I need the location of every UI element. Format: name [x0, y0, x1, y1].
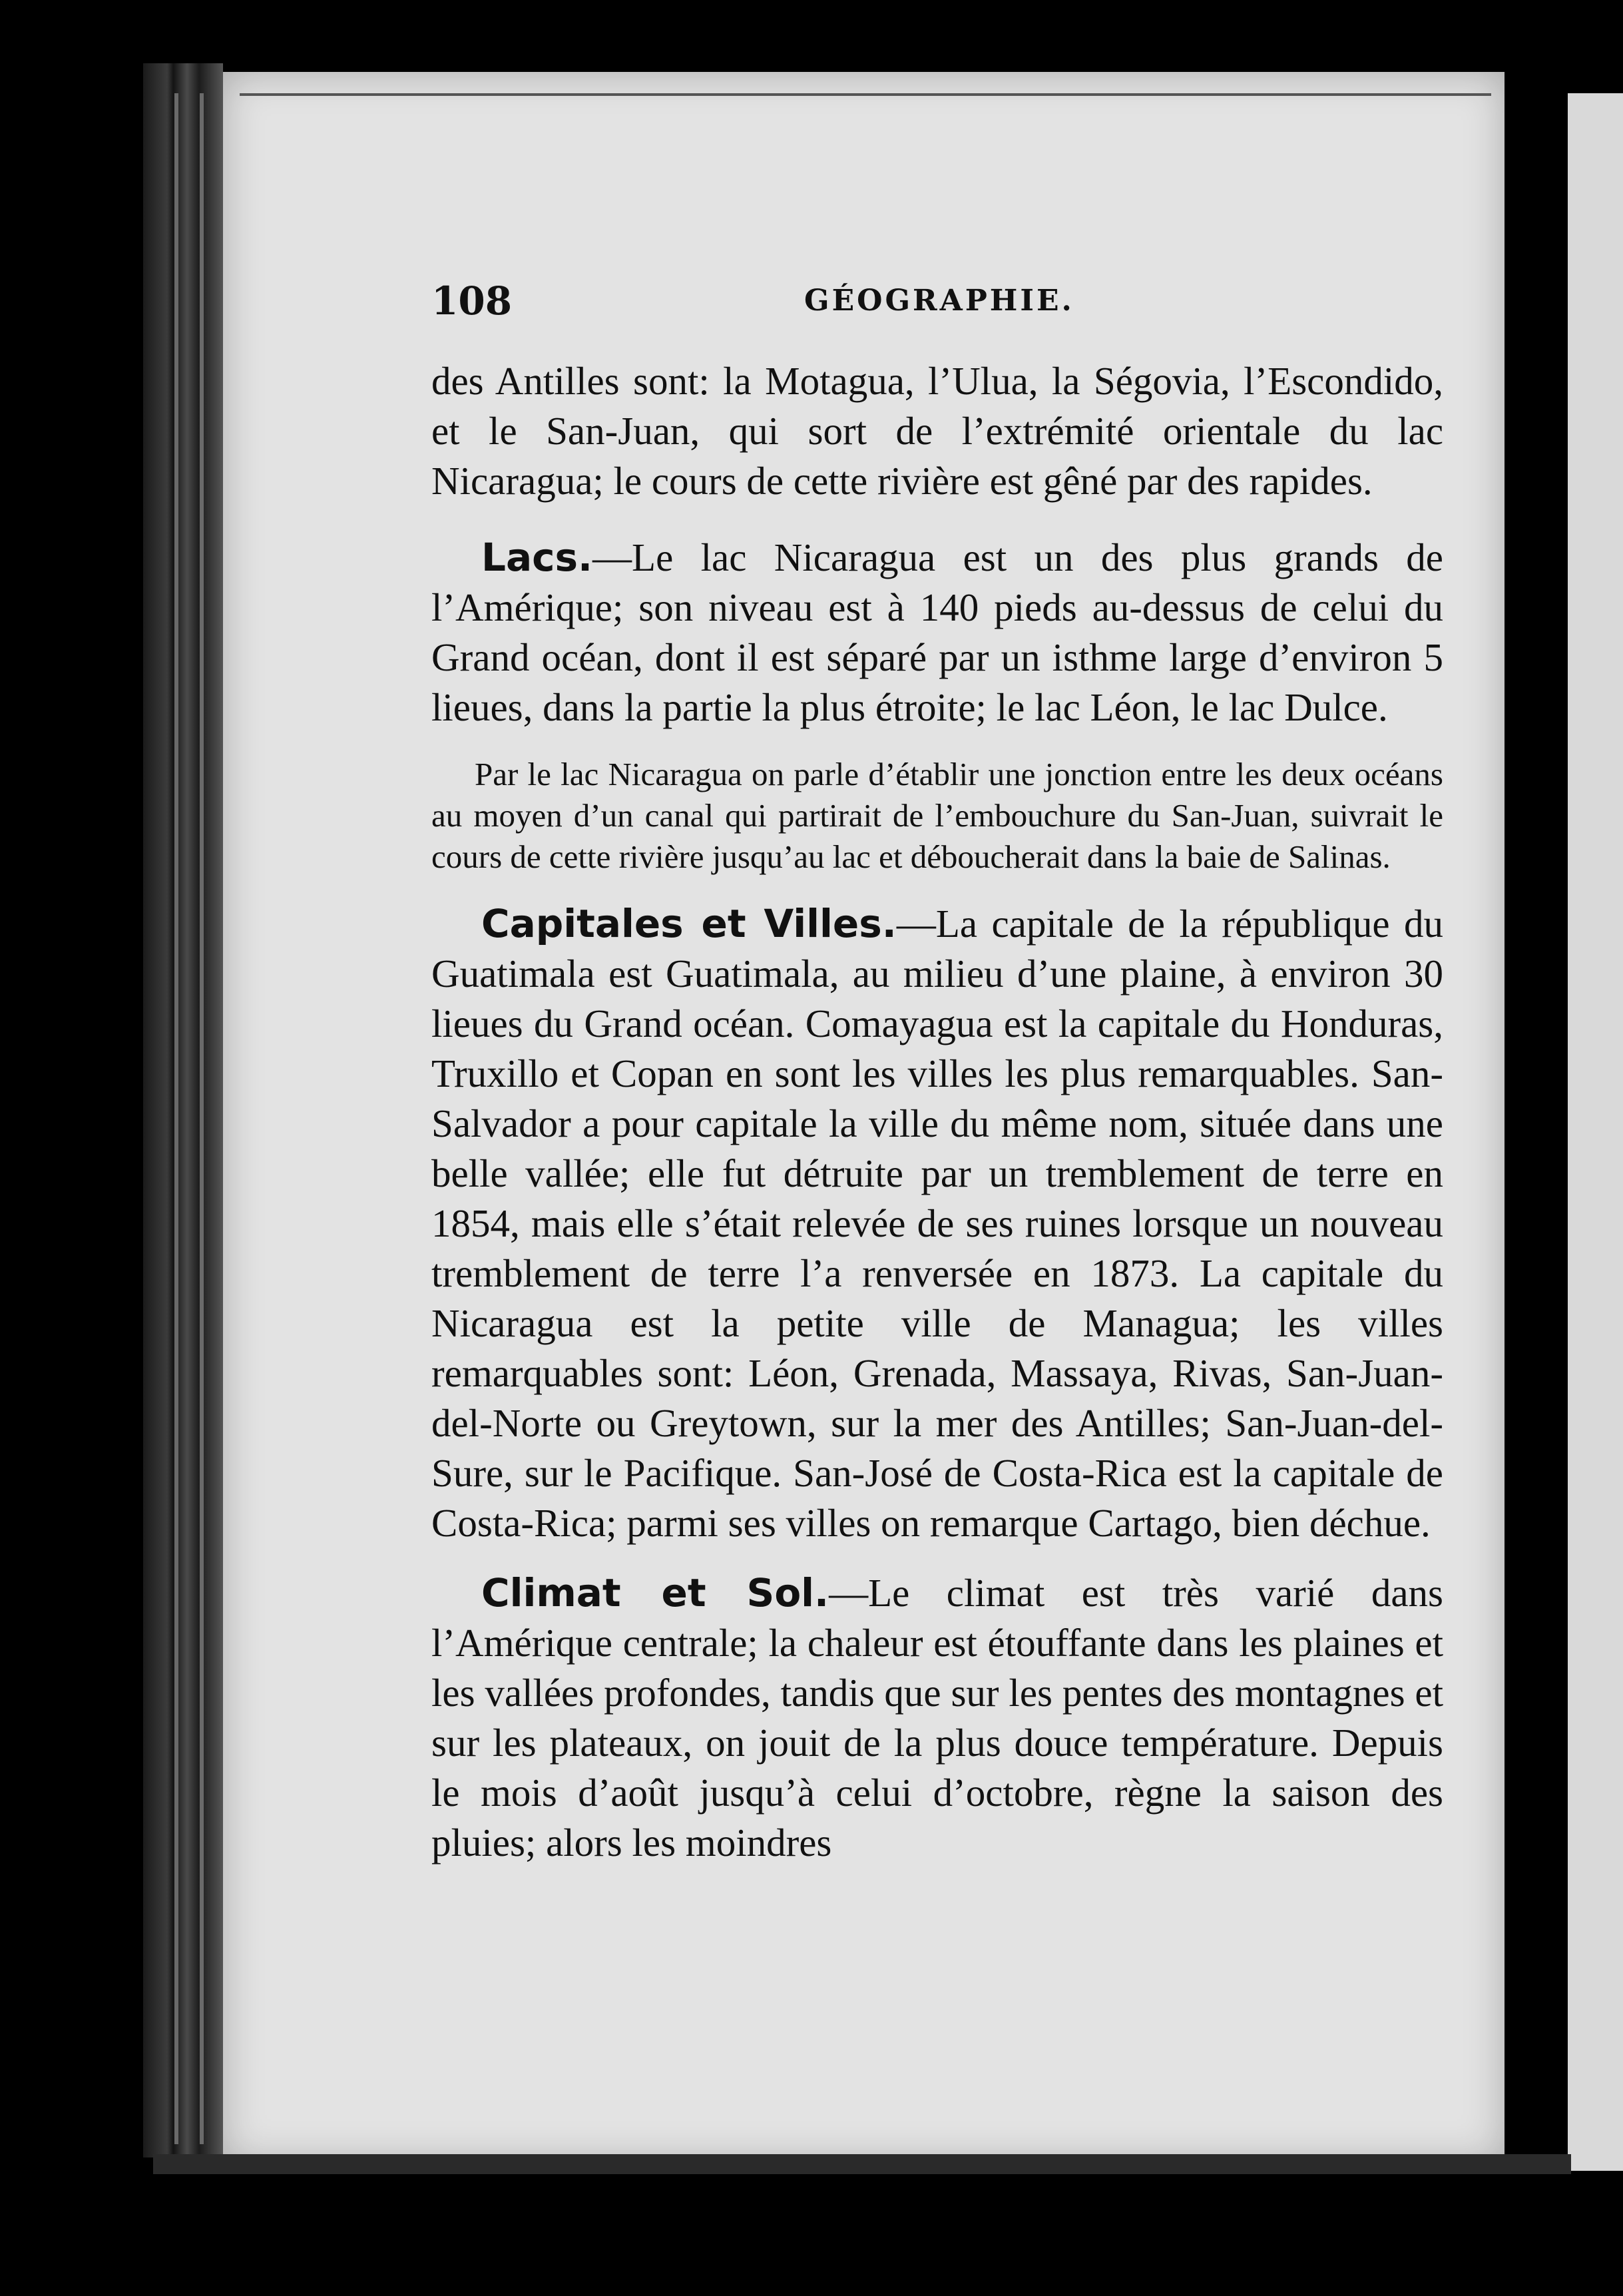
paragraph-climat [431, 1568, 1443, 1868]
paragraph-body: —Le lac Nicaragua est un des plus grands de l’Amérique; son niveau est à 140 pieds au-dessus de celui du Grand océan, dont il est séparé par un isthme large d’environ 5 lieues, dans la partie la plus étroite; le lac Léon, le lac Dulce. [431, 535, 1443, 729]
section-heading-climat: Climat et Sol. [481, 1570, 829, 1615]
paragraph-canal-note [431, 754, 1443, 878]
page-edge-line [200, 93, 204, 2144]
page-bottom-edge [153, 2154, 1571, 2174]
running-title: GÉOGRAPHIE. [804, 284, 1074, 318]
paragraph-body: des Antilles sont: la Motagua, l’Ulua, la Ségovia, l’Escondido, et le San-Juan, qui sort de l’extrémité orientale du lac Nicaragua; le cours de cette rivière est gêné par des rapides. [431, 359, 1443, 503]
paragraph-body: —Le climat est très varié dans l’Amérique centrale; la chaleur est étouffante dans les plaines et les vallées profondes, tandis que sur les pentes des montagnes et sur les plateaux, on jouit de la plus douce température. Depuis le mois d’août jusqu’à celui d’octobre, règne la saison des pluies; alors les moindres [431, 1571, 1443, 1865]
book-page-edges [143, 63, 223, 2157]
page-edge-line [174, 93, 178, 2144]
section-heading-capitales: Capitales et Villes. [481, 901, 897, 946]
page-number: 108 [431, 278, 513, 324]
paragraph-body: Par le lac Nicaragua on parle d’établir une jonction entre les deux océans au moyen d’un canal qui partirait de l’embouchure du San-Juan, suivrait le cours de cette rivière jusqu’au lac et déboucherait dans la baie de Salinas. [431, 756, 1443, 875]
paragraph-lacs [431, 533, 1443, 732]
paragraph-rivers-continued [431, 356, 1443, 506]
page-top-rule [240, 93, 1491, 96]
body-text [431, 356, 1443, 1868]
paragraph-body: —La capitale de la république du Guatimala est Guatimala, au milieu d’une plaine, à environ 30 lieues du Grand océan. Comayagua est la capitale du Honduras, Truxillo et Copan en sont les villes les plus remarquables. San-Salvador a pour capitale la ville du même nom, située dans une belle vallée; elle fut détruite par un tremblement de terre en 1854, mais elle s’était relevée de ses ruines lorsque un nouveau tremblement de terre l’a renversée en 1873. La capitale du Nicaragua est la petite ville de Managua; les villes remarquables sont: Léon, Grenada, Massaya, Rivas, San-Juan-del-Norte ou Greytown, sur la mer des Antilles; San-Juan-del-Sure, sur le Pacifique. San-José de Costa-Rica est la capitale de Costa-Rica; parmi ses villes on remarque Cartago, bien déchue. [431, 902, 1443, 1545]
facing-page-sliver [1568, 93, 1623, 2171]
running-head [431, 278, 1430, 332]
paragraph-capitales [431, 899, 1443, 1548]
section-heading-lacs: Lacs. [481, 535, 593, 580]
